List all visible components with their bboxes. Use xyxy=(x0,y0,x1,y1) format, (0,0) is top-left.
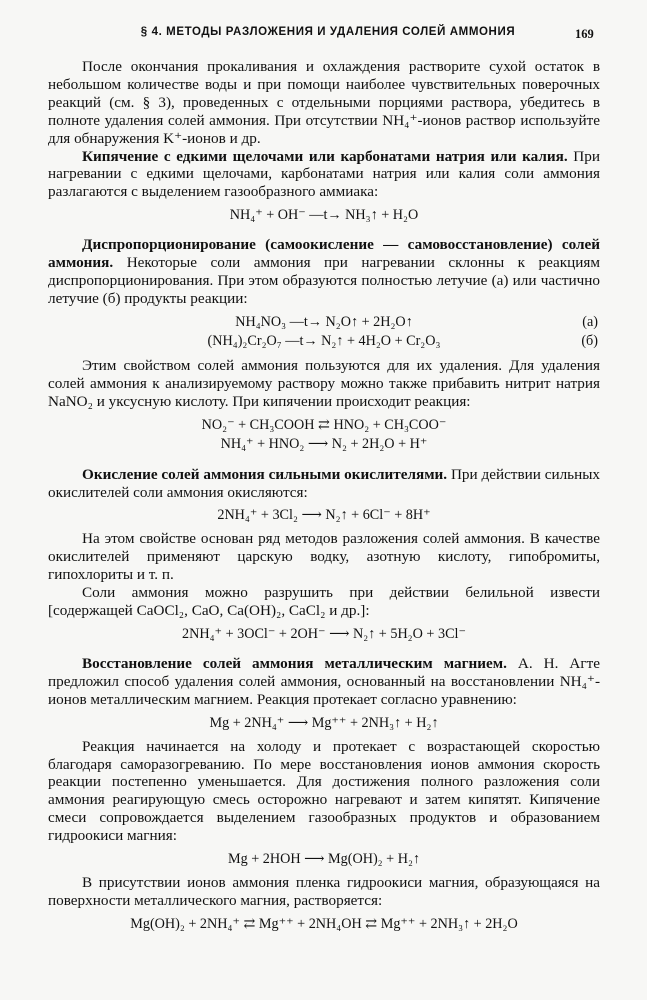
equation-group-nitrite xyxy=(48,416,600,454)
equation-row xyxy=(48,332,600,351)
paragraph-reaction-course: Реакция начинается на холоду и протекает с возрастающей скоростью благодаря саморазогреванию. По мере восстановления ионов аммония скорость реакции постепенно уменьшается. Для достижения полного разложения соли аммония реагирующую смесь осторожно нагревают и затем кипятят. Кипячение смеси сопровождается выделением газообразных продуктов и образованием гидроокиси магния: xyxy=(48,737,600,845)
paragraph-text: При действии сильных окислителей соли аммония окисляются: xyxy=(48,465,601,501)
equation-c: NO₂⁻ + CH₃COOH ⇄ HNO₂ + CH₃COO⁻ xyxy=(201,416,447,433)
paragraph-film: В присутствии ионов аммония пленка гидроокиси магния, образующаяся на поверхности металлического магния, растворяется: xyxy=(48,874,600,909)
page-number: 169 xyxy=(575,27,594,41)
equation-ammonia-release: NH₄⁺ + OH⁻ —t→ NH₃↑ + H₂O xyxy=(229,207,419,224)
equation-label-a: (а) xyxy=(582,313,598,330)
equation-label-b: (б) xyxy=(581,332,598,349)
page-body xyxy=(48,58,600,939)
section-magnesium xyxy=(48,655,600,709)
paragraph-bleach: Соли аммония можно разрушить при действии белильной извести [содержащей CaOCl₂, CaO, Ca(OH)₂, CaCl₂ и др.]: xyxy=(48,584,600,620)
section-boiling-alkali xyxy=(48,148,600,202)
section-heading: Кипячение с едкими щелочами или карбонатами натрия или калия. xyxy=(82,147,568,165)
equation-b: (NH₄)₂Cr₂O₇ —t→ N₂↑ + 4H₂O + Cr₂O₃ xyxy=(207,332,441,349)
section-oxidation xyxy=(48,466,600,502)
paragraph-oxidizers: На этом свойстве основан ряд методов разложения солей аммония. В качестве окислителей применяют царскую водку, азотную кислоту, гипобромиты, гипохлориты и т. п. xyxy=(48,530,600,584)
paragraph-intro: После окончания прокаливания и охлаждения растворите сухой остаток в небольшом количестве воды и при помощи наиболее чувствительных поверочных реакций (см. § 3), проведенных с отдельными порциями раствора, убедитесь в полноте удаления солей аммония. При отсутствии NH₄⁺-ионов раствор используйте для обнаружения K⁺-ионов и др. xyxy=(48,58,600,147)
equation-d: NH₄⁺ + HNO₂ ⟶ N₂ + 2H₂O + H⁺ xyxy=(220,435,428,452)
paragraph-text: При нагревании с едкими щелочами, карбонатами натрия или калия соли аммония разлагаются с выделением газообразного аммиака: xyxy=(48,147,600,201)
equation-film-dissolution: Mg(OH)₂ + 2NH₄⁺ ⇄ Mg⁺⁺ + 2NH₄OH ⇄ Mg⁺⁺ + 2NH₃↑ + 2H₂O xyxy=(130,915,518,932)
equation-a: NH₄NO₃ —t→ N₂O↑ + 2H₂O↑ xyxy=(235,313,413,330)
running-title: § 4. МЕТОДЫ РАЗЛОЖЕНИЯ И УДАЛЕНИЯ СОЛЕЙ АММОНИЯ xyxy=(140,26,516,38)
equation-hypochlorite: 2NH₄⁺ + 3OCl⁻ + 2OH⁻ ⟶ N₂↑ + 5H₂O + 3Cl⁻ xyxy=(182,625,466,642)
equation-group-disproportionation xyxy=(48,313,600,351)
section-heading: Диспропорционирование (самоокисление — самовосстановление) солей аммония. xyxy=(48,236,600,272)
section-heading: Окисление солей аммония сильными окислителями. xyxy=(82,465,448,483)
section-disproportionation xyxy=(48,236,600,308)
page-header xyxy=(0,26,647,44)
equation-row xyxy=(48,313,600,332)
equation-chlorine: 2NH₄⁺ + 3Cl₂ ⟶ N₂↑ + 6Cl⁻ + 8H⁺ xyxy=(217,507,431,524)
equation-magnesium: Mg + 2NH₄⁺ ⟶ Mg⁺⁺ + 2NH₃↑ + H₂↑ xyxy=(209,714,439,731)
section-heading: Восстановление солей аммония металлическим магнием. xyxy=(82,654,507,672)
paragraph-text: А. Н. Агте предложил способ удаления солей аммония, основанный на восстановлении NH₄⁺-ионов металлическим магнием. Реакция протекает согласно уравнению: xyxy=(48,654,601,708)
paragraph-nitrite: Этим свойством солей аммония пользуются для их удаления. Для удаления солей аммония к анализируемому раствору можно также прибавить нитрит натрия NaNO₂ и уксусную кислоту. При кипячении происходит реакция: xyxy=(48,356,600,410)
paragraph-text: Некоторые соли аммония при нагревании склонны к реакциям диспропорционирования. При этом образуются полностью летучие (а) или частично летучие (б) продукты реакции: xyxy=(48,254,600,307)
equation-hydroxide: Mg + 2HOH ⟶ Mg(OH)₂ + H₂↑ xyxy=(227,851,421,868)
